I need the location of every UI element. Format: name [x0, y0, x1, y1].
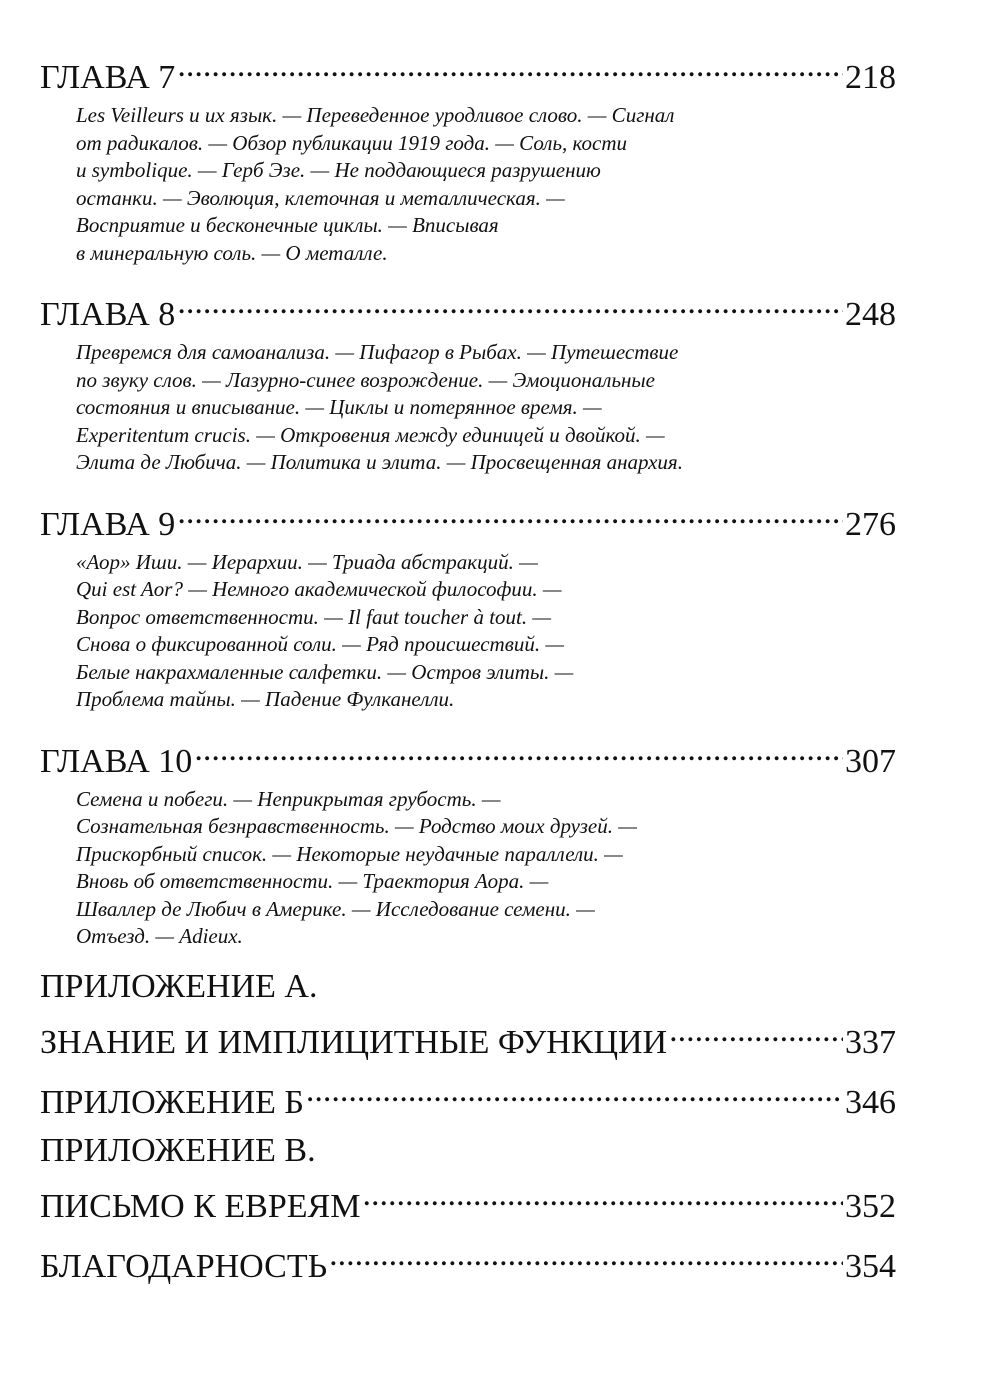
chapter-heading	[40, 281, 896, 337]
chapter-title: ГЛАВА 7	[40, 59, 176, 96]
summary-line: Qui est Aor? — Немного академической философии. —	[76, 577, 562, 601]
summary-line: по звуку слов. — Лазурно-синее возрождение. — Эмоциональные	[76, 367, 655, 392]
page-number: 354	[845, 1247, 896, 1285]
page-number: 346	[845, 1083, 896, 1121]
appendix-label: ПРИЛОЖЕНИЕ А.	[40, 967, 318, 1005]
summary-line: Семена и побеги. — Неприкрытая грубость. —	[76, 786, 501, 811]
toc-entry-appendix-v	[40, 1129, 896, 1229]
chapter-title: ГЛАВА 10	[40, 742, 193, 780]
chapter-summary	[76, 339, 836, 477]
dot-leader	[177, 491, 843, 535]
appendix-heading	[40, 1009, 896, 1065]
summary-line: от радикалов. — Обзор публикации 1919 года. — Соль, кости	[76, 130, 628, 155]
summary-line: Элита де Любича. — Политика и элита. — Просвещенная анархия.	[76, 450, 683, 474]
table-of-contents	[40, 44, 896, 1289]
dot-leader	[329, 1233, 843, 1277]
page-number: 352	[845, 1187, 896, 1225]
toc-entry-chapter-9	[40, 491, 896, 714]
chapter-heading	[40, 44, 896, 100]
toc-entry-chapter-8	[40, 281, 896, 477]
toc-entry-acknowledgements	[40, 1233, 896, 1289]
appendix-heading	[40, 1069, 896, 1125]
appendix-heading	[40, 1173, 896, 1229]
summary-line: «Аор» Иши. — Иерархии. — Триада абстракций. —	[76, 549, 538, 574]
chapter-heading	[40, 728, 896, 784]
dot-leader	[194, 728, 843, 772]
appendix-label: ПРИЛОЖЕНИЕ В.	[40, 1131, 316, 1169]
page-number: 276	[845, 505, 896, 543]
page-number: 218	[845, 59, 896, 96]
page-number: 337	[845, 1023, 896, 1061]
dot-leader	[177, 281, 843, 325]
acknowledgements-heading	[40, 1233, 896, 1289]
summary-line: Восприятие и бесконечные циклы. — Вписывая	[76, 213, 499, 237]
summary-line: состояния и вписывание. — Циклы и потерянное время. —	[76, 395, 602, 419]
dot-leader	[306, 1069, 843, 1113]
page-number: 307	[845, 742, 896, 780]
summary-line: Experitentum crucis. — Откровения между единицей и двойкой. —	[76, 422, 665, 447]
summary-line: Вопрос ответственности. — Il faut toucher à tout. —	[76, 604, 552, 629]
dot-leader	[669, 1009, 843, 1053]
summary-line: Превремся для самоанализа. — Пифагор в Рыбах. — Путешествие	[76, 340, 679, 364]
summary-line: в минеральную соль. — О металле.	[76, 240, 388, 265]
appendix-title: ПРИЛОЖЕНИЕ Б	[40, 1083, 304, 1121]
summary-line: Белые накрахмаленные салфетки. — Остров элиты. —	[76, 659, 574, 684]
summary-line: Снова о фиксированной соли. — Ряд происшествий. —	[76, 632, 564, 656]
chapter-summary	[76, 786, 836, 951]
chapter-title: ГЛАВА 8	[40, 296, 176, 333]
summary-line: останки. — Эволюция, клеточная и металлическая. —	[76, 185, 565, 210]
summary-line: Отъезд. — Adieux.	[76, 924, 243, 948]
summary-line: Сознательная безнравственность. — Родство моих друзей. —	[76, 814, 637, 838]
toc-entry-chapter-7	[40, 44, 896, 267]
toc-entry-appendix-b	[40, 1069, 896, 1125]
summary-line: и symbolique. — Герб Эзе. — Не поддающиеся разрушению	[76, 158, 601, 182]
chapter-title: ГЛАВА 9	[40, 505, 176, 543]
chapter-summary	[76, 102, 836, 267]
summary-line: Проблема тайны. — Падение Фулканелли.	[76, 687, 455, 711]
summary-line: Вновь об ответственности. — Траектория Аора. —	[76, 869, 549, 893]
summary-line: Шваллер де Любич в Америке. — Исследование семени. —	[76, 896, 595, 921]
summary-line: Les Veilleurs и их язык. — Переведенное уродливое слово. — Сигнал	[76, 103, 675, 127]
acknowledgements-title: БЛАГОДАРНОСТЬ	[40, 1247, 328, 1285]
chapter-heading	[40, 491, 896, 547]
dot-leader	[362, 1173, 843, 1217]
appendix-title: ПИСЬМО К ЕВРЕЯМ	[40, 1187, 361, 1225]
summary-line: Прискорбный список. — Некоторые неудачные параллели. —	[76, 841, 623, 866]
toc-entry-chapter-10	[40, 728, 896, 951]
dot-leader	[177, 44, 843, 88]
appendix-title: ЗНАНИЕ И ИМПЛИЦИТНЫЕ ФУНКЦИИ	[40, 1023, 668, 1061]
toc-entry-appendix-a	[40, 965, 896, 1065]
chapter-summary	[76, 549, 836, 714]
page-number: 248	[845, 296, 896, 333]
